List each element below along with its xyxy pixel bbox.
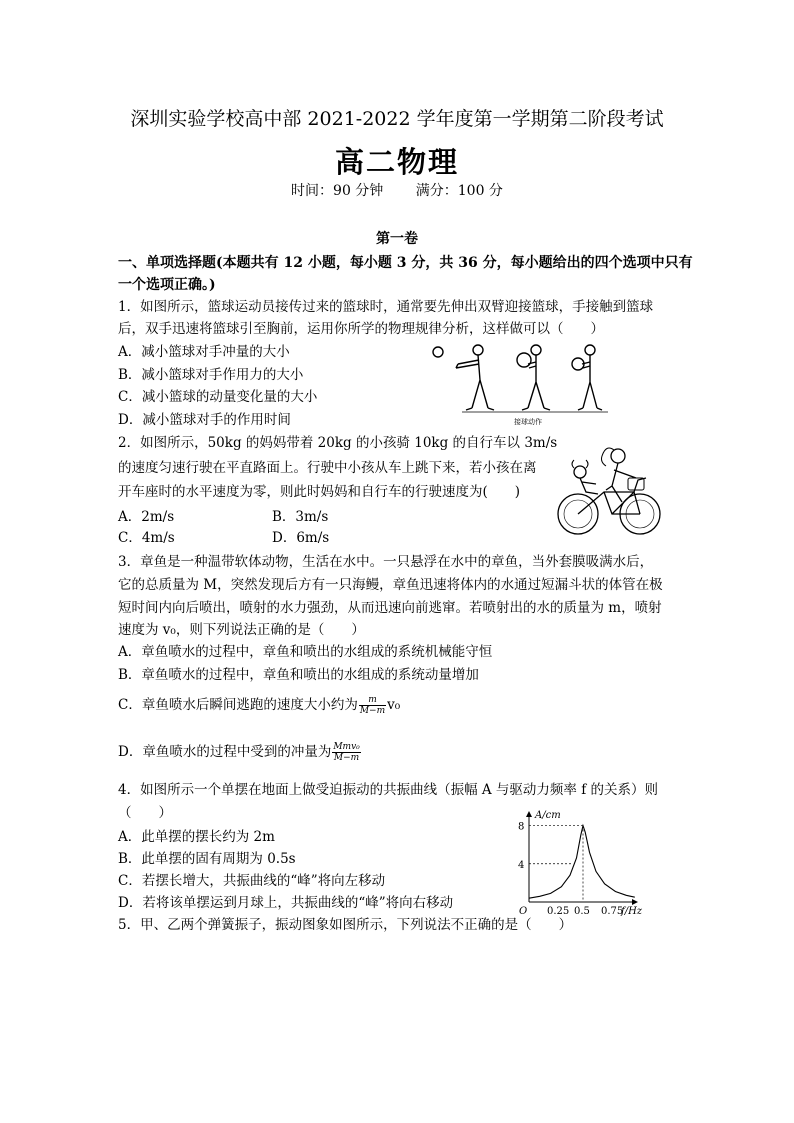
section-heading-line1: 一、单项选择题(本题共有 12 小题，每小题 3 分，共 36 分，每小题给出的四个选项中只有 <box>118 255 693 271</box>
q3-option-b: B．章鱼喷水的过程中，章鱼和喷出的水组成的系统动量增加 <box>118 667 479 683</box>
y-tick-label: 8 <box>518 821 525 833</box>
origin-label: O <box>519 906 528 916</box>
exam-time-info <box>0 180 794 200</box>
basketball-fig-caption: 接球动作 <box>514 418 542 426</box>
q3-option-c-text: C．章鱼喷水后瞬间逃跑的速度大小约为 <box>118 697 358 713</box>
q3-option-c-fraction <box>359 695 386 716</box>
q3-option-c <box>118 695 400 716</box>
time-limit: 时间：90 分钟 <box>291 183 384 199</box>
q3-option-a: A．章鱼喷水的过程中，章鱼和喷出的水组成的系统机械能守恒 <box>118 644 493 660</box>
resonance-curve-graph <box>505 808 645 916</box>
subject-title: 高二物理 <box>334 145 459 179</box>
q1-option-c: C．减小篮球的动量变化量的大小 <box>118 389 318 405</box>
x-tick-label: 0.25 <box>547 906 570 916</box>
q3-stem-line4: 速度为 v₀，则下列说法正确的是（ ） <box>118 622 365 638</box>
q3-option-d-text: D．章鱼喷水的过程中受到的冲量为 <box>118 744 332 760</box>
q5-stem-line1: 5．甲、乙两个弹簧振子，振动图象如图所示，下列说法不正确的是（ ） <box>118 917 573 933</box>
q1-option-d: D．减小篮球对手的作用时间 <box>118 412 291 428</box>
q4-stem-line2: （ ） <box>118 805 172 821</box>
y-tick-label: 4 <box>518 859 525 871</box>
q3-c-denominator: M−m <box>359 706 386 716</box>
q3-option-c-suffix: v₀ <box>387 697 401 713</box>
q1-stem-line1: 1．如图所示，篮球运动员接传过来的篮球时，通常要先伸出双臂迎接篮球，手接触到篮球 <box>118 299 654 315</box>
q3-d-numerator: Mmv₀ <box>333 742 360 752</box>
basketball-catch-figure <box>428 340 618 428</box>
q1-option-b: B．减小篮球对手作用力的大小 <box>118 367 304 383</box>
q2-stem-line1: 2．如图所示，50kg 的妈妈带着 20kg 的小孩骑 10kg 的自行车以 3m/s <box>118 435 558 451</box>
q2-option-d: D．6m/s <box>272 530 330 546</box>
q4-option-b: B．此单摆的固有周期为 0.5s <box>118 851 296 867</box>
resonance-curve-line <box>529 826 635 899</box>
q3-option-d <box>118 742 362 763</box>
q2-stem-line3: 开车座时的水平速度为零，则此时妈妈和自行车的行驶速度为( ) <box>118 484 521 500</box>
x-tick-label: 0.75 <box>601 906 624 916</box>
q3-c-numerator: m <box>359 695 386 706</box>
q4-option-c: C．若摆长增大，共振曲线的“峰”将向左移动 <box>118 873 386 889</box>
q4-option-a: A．此单摆的摆长约为 2m <box>118 829 275 845</box>
q2-stem-line2: 的速度匀速行驶在平直路面上。行驶中小孩从车上跳下来，若小孩在离 <box>118 460 537 476</box>
full-score: 满分：100 分 <box>415 183 503 199</box>
bicycle-figure <box>556 442 664 538</box>
y-axis-label: A/cm <box>535 810 561 821</box>
q2-option-c: C．4m/s <box>118 530 175 546</box>
q1-stem-line2: 后，双手迅速将篮球引至胸前，运用你所学的物理规律分析，这样做可以（ ） <box>118 321 604 337</box>
volume-heading: 第一卷 <box>376 231 418 247</box>
q2-option-b: B．3m/s <box>272 509 329 525</box>
section-heading-line2: 一个选项正确。) <box>118 277 216 293</box>
x-axis-label: f/Hz <box>621 906 643 916</box>
q3-d-denominator: M−m <box>333 753 360 763</box>
q3-stem-line1: 3．章鱼是一种温带软体动物，生活在水中。一只悬浮在水中的章鱼，当外套膜吸满水后， <box>118 554 654 570</box>
x-tick-label: 0.5 <box>574 906 590 916</box>
q3-stem-line2: 它的总质量为 M，突然发现后方有一只海鳗，章鱼迅速将体内的水通过短漏斗状的体管在极 <box>118 577 663 593</box>
q2-option-a: A．2m/s <box>118 509 175 525</box>
q3-option-d-fraction <box>332 742 360 763</box>
q4-stem-line1: 4．如图所示一个单摆在地面上做受迫振动的共振曲线（振幅 A 与驱动力频率 f 的关系）则 <box>118 782 658 798</box>
exam-title: 深圳实验学校高中部 2021-2022 学年度第一学期第二阶段考试 <box>130 108 664 130</box>
q3-stem-line3: 短时间内向后喷出，喷射的水力强劲，从而迅速向前逃窜。若喷射出的水的质量为 m，喷射 <box>118 600 662 616</box>
q1-option-a: A．减小篮球对手冲量的大小 <box>118 344 290 360</box>
q4-option-d: D．若将该单摆运到月球上，共振曲线的“峰”将向右移动 <box>118 895 454 911</box>
